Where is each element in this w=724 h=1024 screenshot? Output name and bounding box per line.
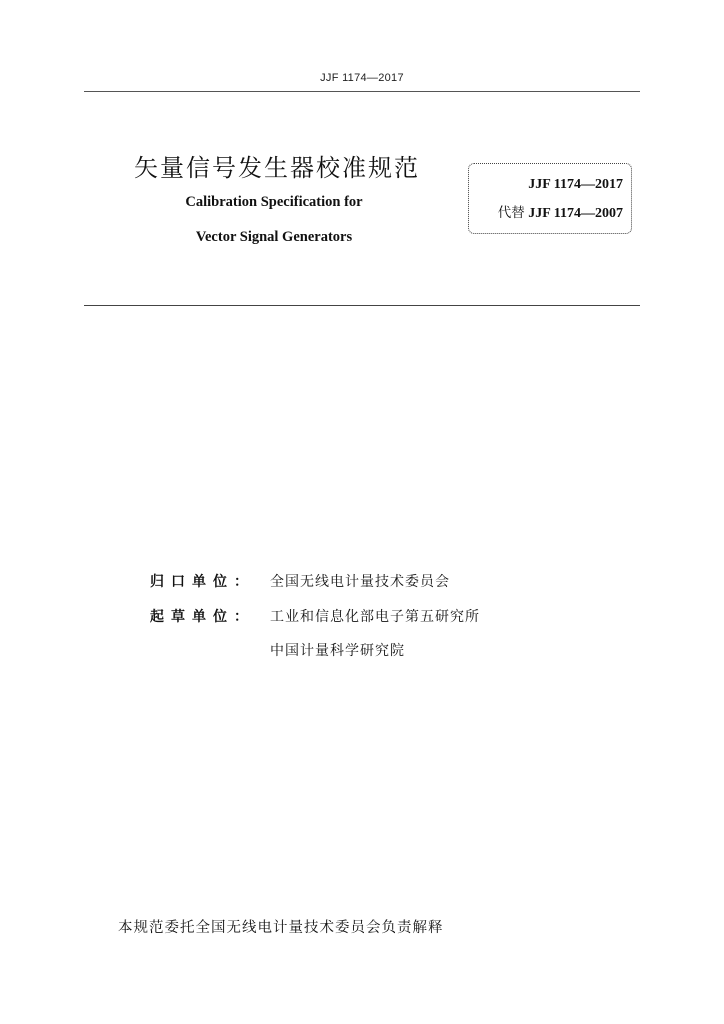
drafting-unit-label: 起草单位： bbox=[150, 609, 255, 625]
standard-code-box bbox=[468, 163, 632, 234]
responsible-unit-value: 全国无线电计量技术委员会 bbox=[270, 574, 450, 590]
section-divider bbox=[84, 305, 640, 306]
drafting-unit-row bbox=[150, 606, 480, 626]
title-english-line1: Calibration Specification for bbox=[185, 194, 363, 210]
interpretation-note: 本规范委托全国无线电计量技术委员会负责解释 bbox=[118, 920, 444, 936]
header-divider bbox=[84, 91, 640, 92]
responsible-unit-row bbox=[150, 571, 450, 591]
current-standard-code: JJF 1174—2017 bbox=[528, 177, 623, 192]
replaced-standard bbox=[498, 201, 623, 222]
header-standard-code: JJF 1174—2017 bbox=[320, 72, 404, 84]
drafting-unit-value-2: 中国计量科学研究院 bbox=[270, 643, 405, 659]
title-english-line2: Vector Signal Generators bbox=[195, 229, 353, 245]
title-chinese: 矢量信号发生器校准规范 bbox=[134, 154, 420, 182]
responsible-unit-label: 归口单位： bbox=[150, 574, 255, 590]
drafting-unit-value-1: 工业和信息化部电子第五研究所 bbox=[270, 609, 480, 625]
replaces-label: 代替 bbox=[497, 205, 525, 221]
drafting-unit-row-2 bbox=[150, 640, 405, 660]
replaced-standard-code: JJF 1174—2007 bbox=[528, 206, 623, 221]
